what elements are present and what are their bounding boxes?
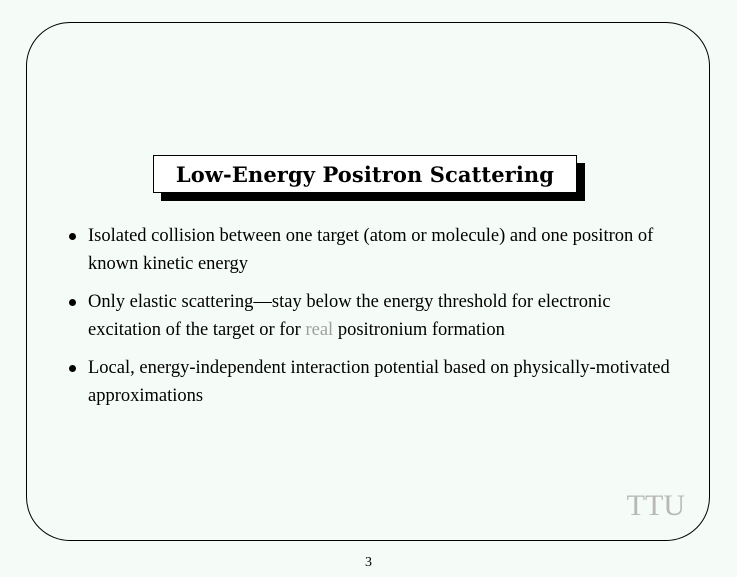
bullet-dot-icon <box>69 233 76 240</box>
bullet-text: Local, energy-independent interaction potential based on physically-motivated approximations <box>88 358 670 406</box>
title-block <box>153 155 577 193</box>
page-number: 3 <box>365 555 372 570</box>
bullet-item-1 <box>66 222 686 278</box>
slide-title: Low-Energy Positron Scattering <box>153 155 577 193</box>
bullet-text: Isolated collision between one target (atom or molecule) and one positron of known kinetic energy <box>88 226 654 274</box>
bullet-list <box>66 222 686 420</box>
bullet-item-3 <box>66 354 686 410</box>
bullet-dot-icon <box>69 299 76 306</box>
bullet-item-2 <box>66 288 686 344</box>
bullet-text-after: positronium formation <box>333 320 505 340</box>
bullet-highlight-word: real <box>305 320 334 340</box>
bullet-text-before: Only elastic scattering—stay below the energy threshold for electronic excitation of the target or for <box>88 292 611 340</box>
bullet-dot-icon <box>69 365 76 372</box>
ttu-logo: TTU <box>626 489 685 522</box>
